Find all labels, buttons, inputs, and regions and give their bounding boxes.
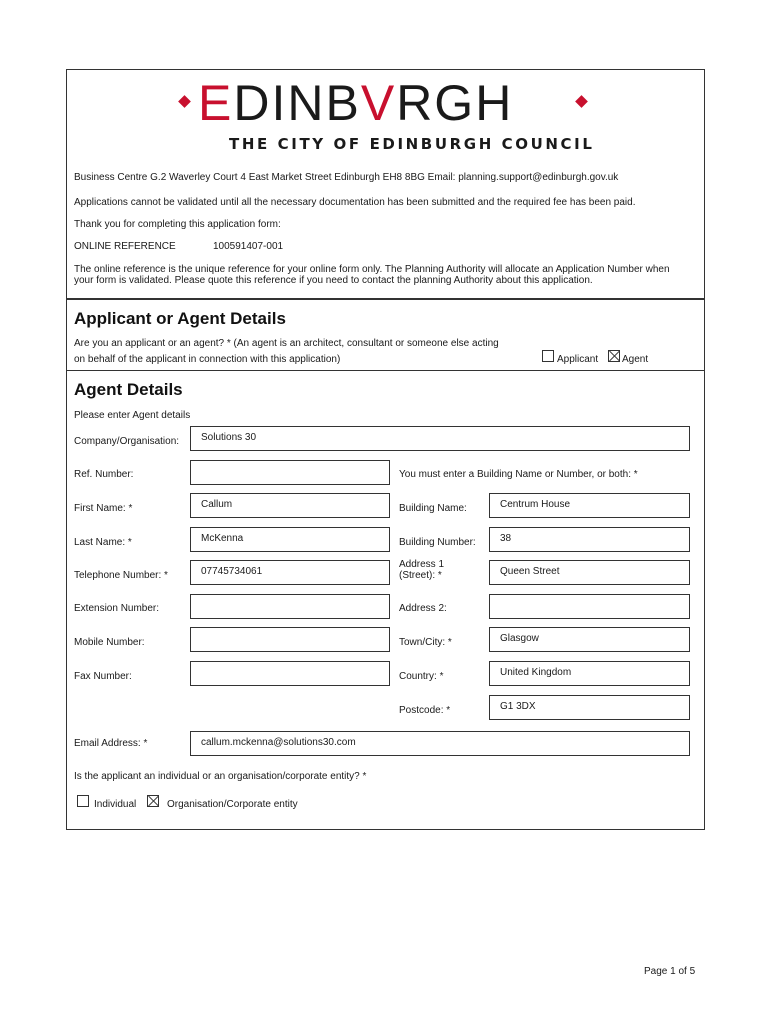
building-number-field[interactable]: 38	[489, 527, 690, 552]
ref-number-label: Ref. Number:	[74, 469, 134, 480]
building-number-label: Building Number:	[399, 537, 476, 548]
validation-note: Applications cannot be validated until all the necessary documentation has been submitted and the required fee has been paid.	[74, 197, 636, 208]
applicant-agent-title: Applicant or Agent Details	[74, 309, 286, 328]
town-city-label: Town/City: *	[399, 637, 452, 648]
company-field[interactable]: Solutions 30	[190, 426, 690, 451]
first-name-field[interactable]: Callum	[190, 493, 390, 518]
postcode-label: Postcode: *	[399, 705, 451, 716]
organisation-option-label: Organisation/Corporate entity	[167, 799, 298, 810]
logo-subtitle: THE CITY OF EDINBURGH COUNCIL	[229, 135, 595, 153]
building-name-field[interactable]: Centrum House	[489, 493, 690, 518]
telephone-label: Telephone Number: *	[74, 570, 168, 581]
thanks-text: Thank you for completing this application form:	[74, 219, 281, 230]
mobile-label: Mobile Number:	[74, 637, 145, 648]
edinburgh-logo-wordmark: EDINBVRGH	[198, 75, 514, 131]
extension-label: Extension Number:	[74, 603, 160, 614]
online-reference-value: 100591407-001	[213, 241, 284, 252]
page-number: Page 1 of 5	[644, 966, 696, 977]
fax-field[interactable]	[190, 661, 390, 686]
town-city-field[interactable]: Glasgow	[489, 627, 690, 652]
agent-checkbox[interactable]	[608, 350, 620, 362]
applicant-agent-question-1: Are you an applicant or an agent? * (An agent is an architect, consultant or someone else acting	[74, 338, 499, 349]
company-label: Company/Organisation:	[74, 436, 180, 447]
applicant-checkbox[interactable]	[542, 350, 554, 362]
country-field[interactable]: United Kingdom	[489, 661, 690, 686]
agent-details-title: Agent Details	[74, 380, 183, 399]
address1-label-line-1: Address 1	[399, 559, 445, 570]
address2-field[interactable]	[489, 594, 690, 619]
reference-note-line-2: your form is validated. Please quote this reference if you need to contact the planning Authority about this application.	[74, 275, 593, 286]
address1-label-line-2: (Street): *	[399, 570, 442, 581]
fax-label: Fax Number:	[74, 671, 132, 682]
entity-question: Is the applicant an individual or an organisation/corporate entity? *	[74, 771, 367, 782]
email-field[interactable]: callum.mckenna@solutions30.com	[190, 731, 690, 756]
building-requirement-note: You must enter a Building Name or Number, or both: *	[399, 469, 638, 480]
email-label: Email Address: *	[74, 738, 148, 749]
section-divider	[66, 370, 704, 371]
agent-option-label: Agent	[622, 354, 649, 365]
country-label: Country: *	[399, 671, 444, 682]
postcode-field[interactable]: G1 3DX	[489, 695, 690, 720]
individual-checkbox[interactable]	[77, 795, 89, 807]
mobile-field[interactable]	[190, 627, 390, 652]
individual-option-label: Individual	[94, 799, 137, 810]
address2-label: Address 2:	[399, 603, 447, 614]
address1-field[interactable]: Queen Street	[489, 560, 690, 585]
address-line: Business Centre G.2 Waverley Court 4 East Market Street Edinburgh EH8 8BG Email: planning.support@edinburgh.gov.uk	[74, 172, 619, 183]
first-name-label: First Name: *	[74, 503, 133, 514]
online-reference-label: ONLINE REFERENCE	[74, 241, 176, 252]
applicant-option-label: Applicant	[557, 354, 599, 365]
reference-note-line-1: The online reference is the unique reference for your online form only. The Planning Authority will allocate an Application Number when	[74, 264, 670, 275]
agent-details-intro: Please enter Agent details	[74, 410, 191, 421]
last-name-label: Last Name: *	[74, 537, 132, 548]
organisation-checkbox[interactable]	[147, 795, 159, 807]
applicant-agent-question-2: on behalf of the applicant in connection with this application)	[74, 354, 341, 365]
ref-number-field[interactable]	[190, 460, 390, 485]
extension-field[interactable]	[190, 594, 390, 619]
last-name-field[interactable]: McKenna	[190, 527, 390, 552]
building-name-label: Building Name:	[399, 503, 467, 514]
telephone-field[interactable]: 07745734061	[190, 560, 390, 585]
